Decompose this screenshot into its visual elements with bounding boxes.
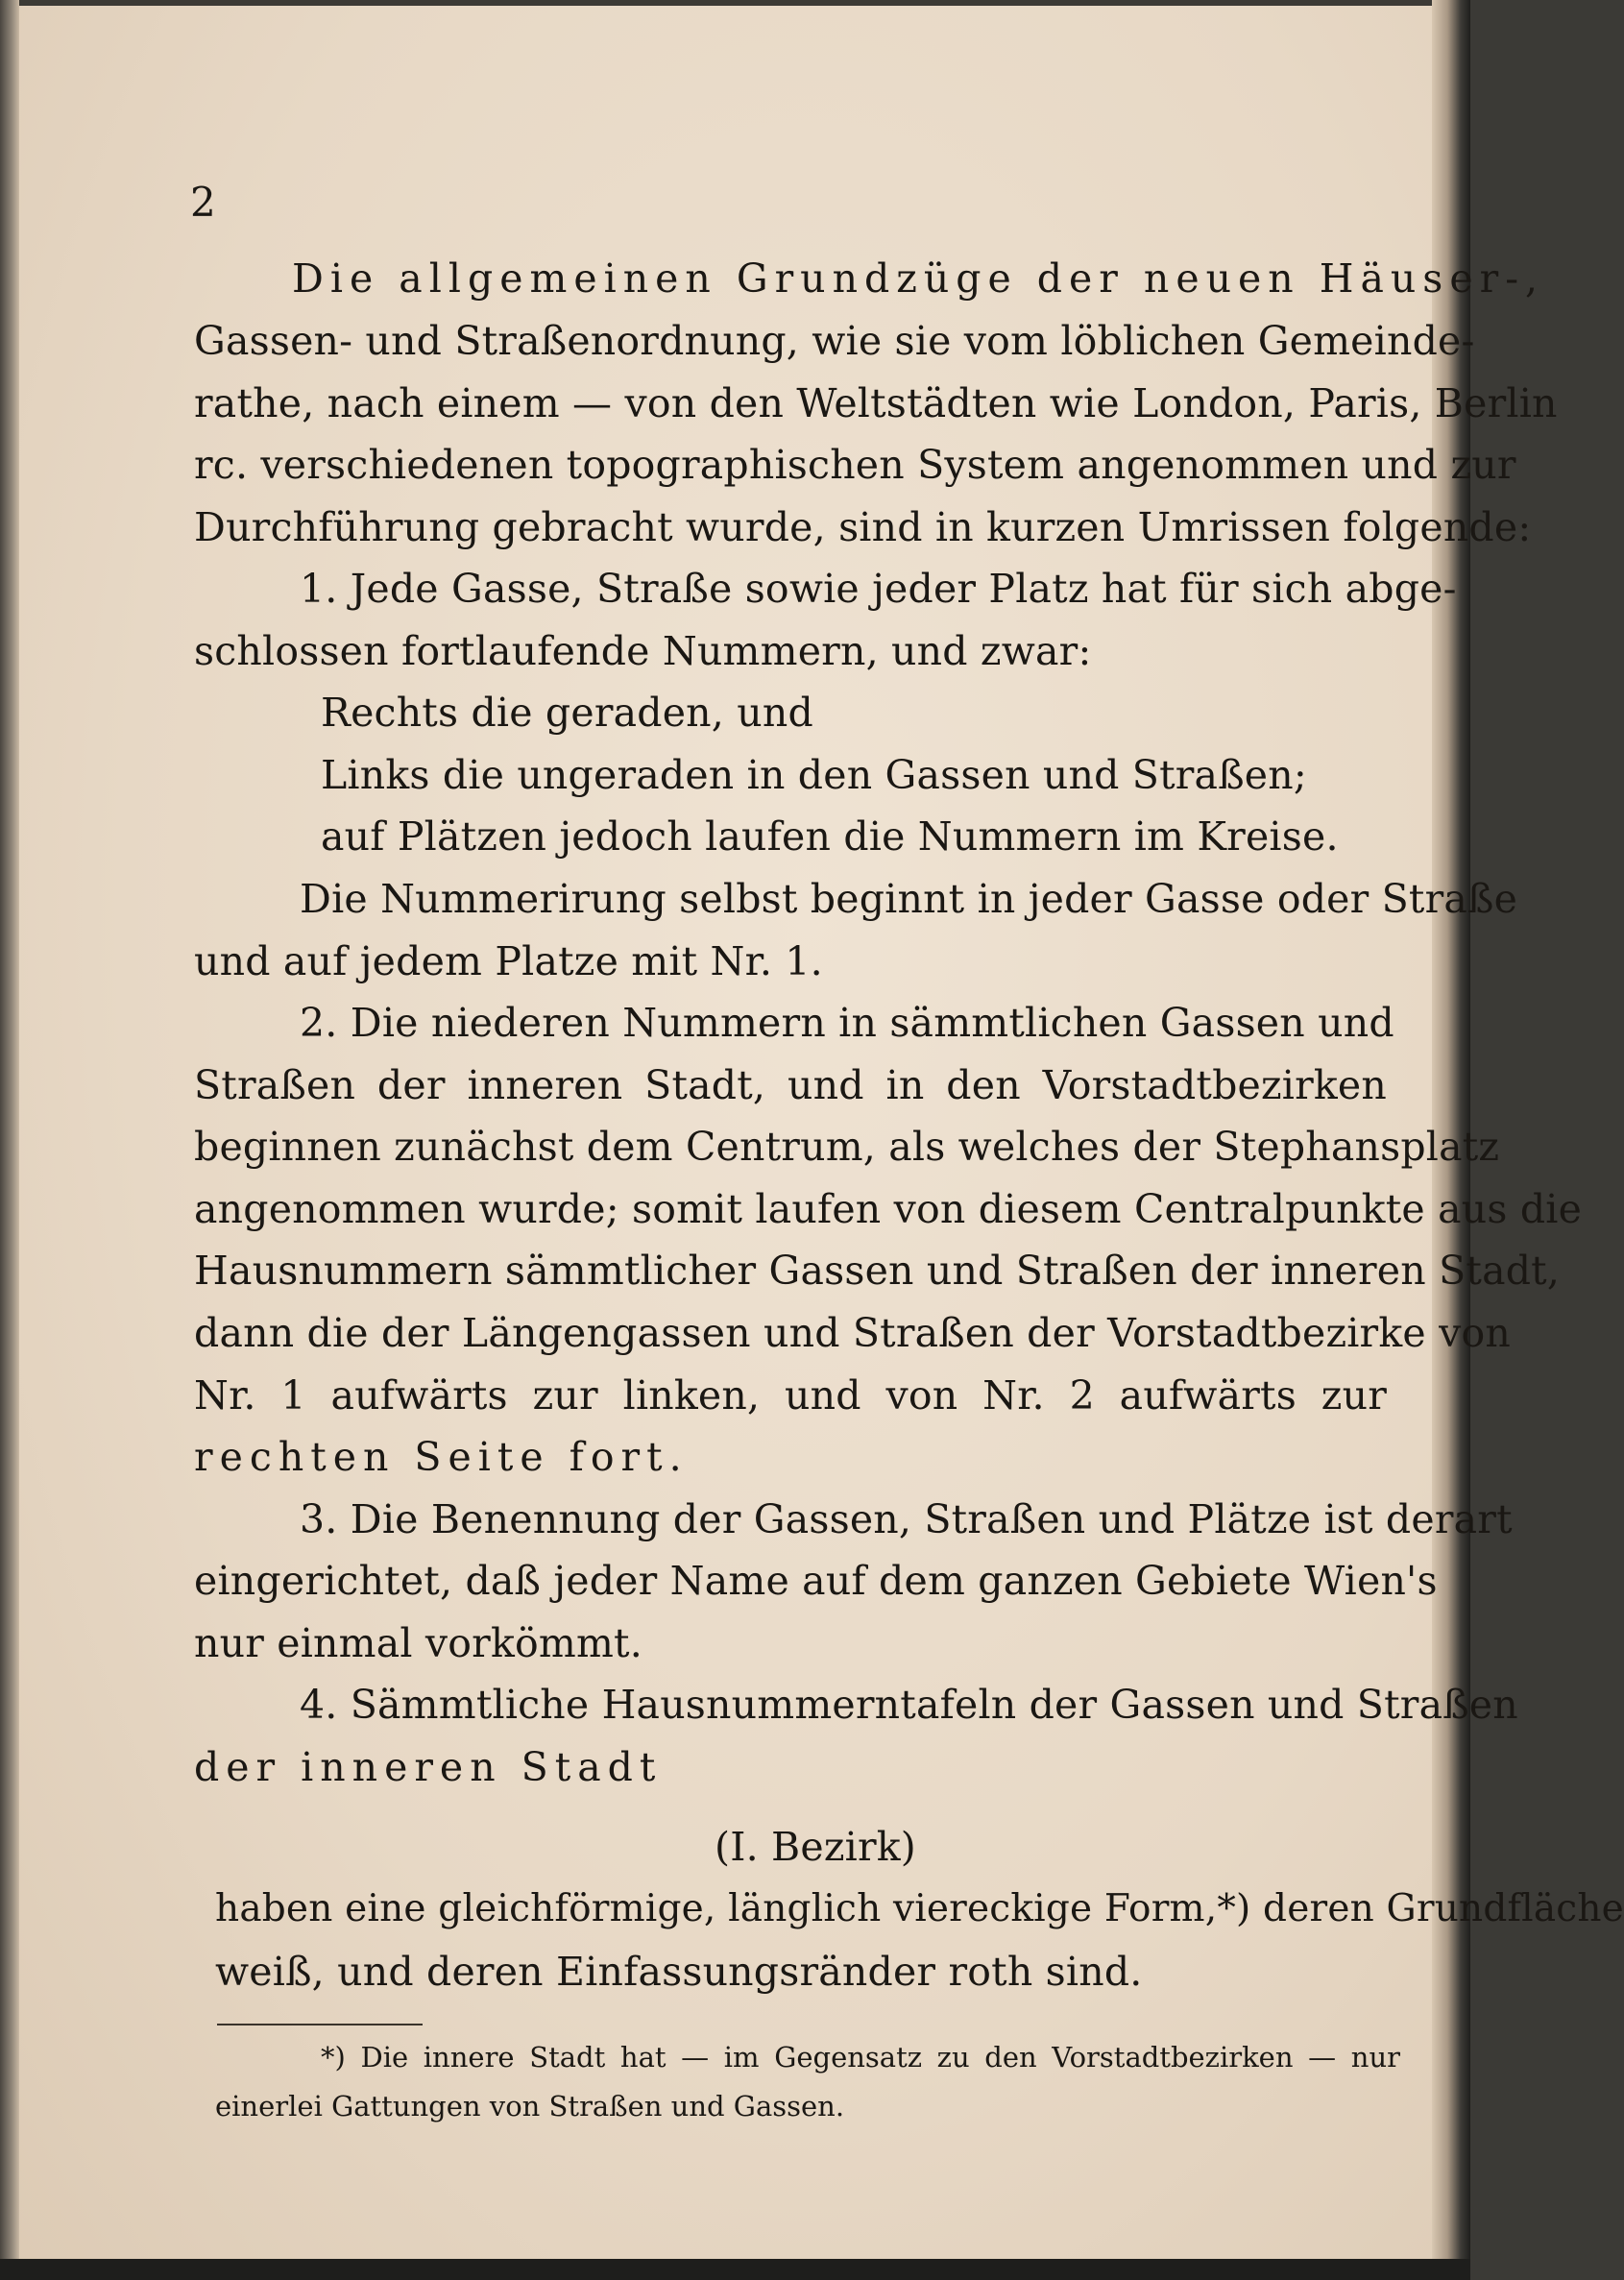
text-line: 2. Die niederen Nummern in sämmtlichen Gassen und [300,1000,1394,1046]
text-line: schlossen fortlaufende Nummern, und zwar: [194,628,1092,674]
footnote-rule [217,2024,423,2025]
text-line: 3. Die Benennung der Gassen, Straßen und Plätze ist derart [300,1496,1513,1542]
text-line: Gassen- und Straßenordnung, wie sie vom löblichen Gemeinde- [194,318,1475,364]
text-line: beginnen zunächst dem Centrum, als welches der Stephansplatz [194,1124,1500,1170]
text-line: nur einmal vorkömmt. [194,1620,642,1666]
text-line: rechten Seite fort. [194,1434,689,1480]
text-line: Hausnummern sämmtlicher Gassen und Straßen der inneren Stadt, [194,1248,1561,1294]
text-line: Links die ungeraden in den Gassen und Straßen; [321,752,1307,798]
text-line: 1. Jede Gasse, Straße sowie jeder Platz hat für sich abge- [300,566,1457,612]
text-line: haben eine gleichförmige, länglich viereckige Form,*) deren Grundfläche [215,1887,1624,1930]
text-line: und auf jedem Platze mit Nr. 1. [194,938,823,984]
text-line: Die allgemeinen Grundzüge der neuen Häuser-, [292,255,1545,302]
text-line: angenommen wurde; somit laufen von diesem Centralpunkte aus die [194,1186,1583,1232]
text-line-centered: (I. Bezirk) [715,1824,917,1870]
text-line: Straßen der inneren Stadt, und in den Vorstadtbezirken [194,1062,1387,1108]
text-line: auf Plätzen jedoch laufen die Nummern im Kreise. [321,813,1339,860]
text-line: rathe, nach einem — von den Weltstädten wie London, Paris, Berlin [194,380,1558,426]
text-line: 4. Sämmtliche Hausnummerntafeln der Gassen und Straßen [300,1682,1518,1728]
text-line: eingerichtet, daß jeder Name auf dem ganzen Gebiete Wien's [194,1558,1438,1604]
text-line: rc. verschiedenen topographischen System angenommen und zur [194,442,1516,488]
text-line: dann die der Längengassen und Straßen der Vorstadtbezirke von [194,1310,1511,1356]
text-line: Nr. 1 aufwärts zur linken, und von Nr. 2 aufwärts zur [194,1372,1387,1419]
text-line: der inneren Stadt [194,1744,663,1790]
text-line: Die Nummerirung selbst beginnt in jeder Gasse oder Straße [300,876,1518,922]
text-line: Durchführung gebracht wurde, sind in kurzen Umrissen folgende: [194,504,1532,550]
text-line: weiß, und deren Einfassungsränder roth sind. [215,1949,1143,1995]
footnote-line: *) Die innere Stadt hat — im Gegensatz zu den Vorstadtbezirken — nur [321,2041,1400,2074]
page-number: 2 [190,179,216,226]
text-line: Rechts die geraden, und [321,690,813,736]
footnote-line: einerlei Gattungen von Straßen und Gassen. [215,2090,845,2122]
